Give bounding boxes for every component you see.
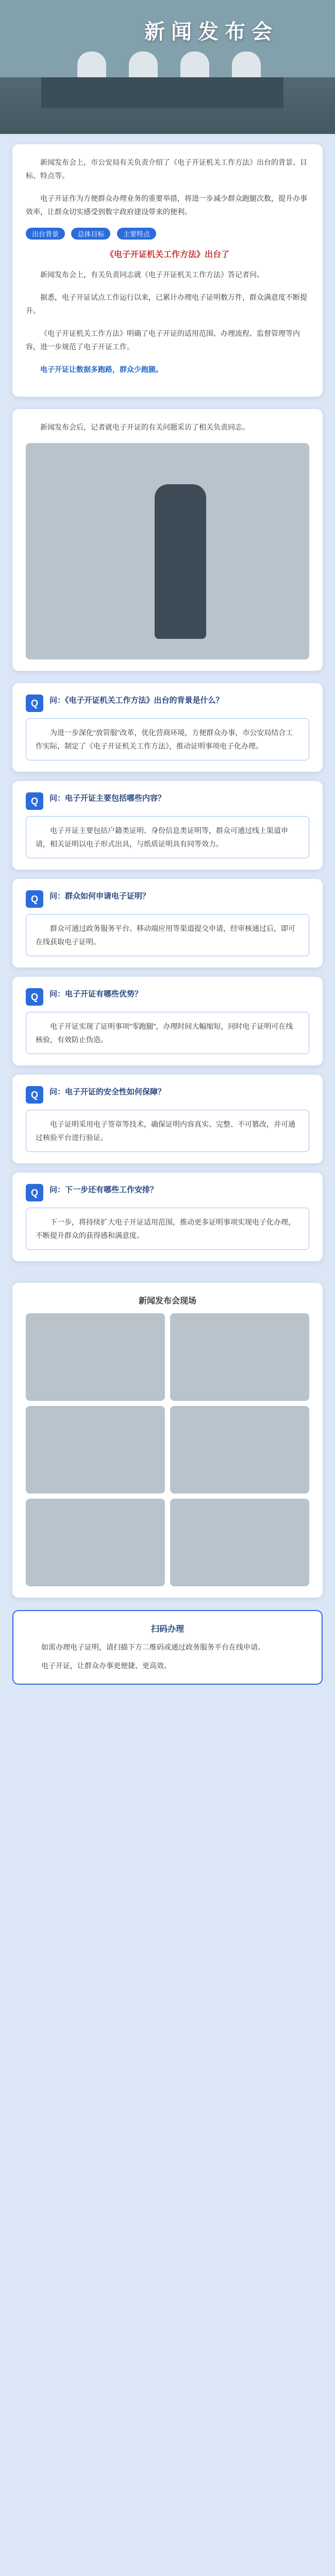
hero-photo — [0, 0, 335, 134]
question-text: 问：群众如何申请电子证明？ — [49, 892, 150, 901]
footer-p1: 如需办理电子证明，请扫描下方二维码或通过政务服务平台在线申请。 — [41, 1643, 265, 1651]
photo-5 — [26, 1499, 165, 1586]
question-text: 问：《电子开证机关工作方法》出台的背景是什么？ — [49, 696, 224, 705]
question-text: 问：电子开证的安全性如何保障？ — [49, 1088, 166, 1096]
mid-card — [12, 409, 323, 671]
answer-box — [26, 816, 309, 858]
photo-2 — [170, 1313, 309, 1401]
question-badge: Q — [26, 694, 43, 712]
intro-card — [12, 144, 323, 397]
footer-card — [12, 1610, 323, 1685]
qa-card — [12, 879, 323, 968]
intro-quote: 《电子开证机关工作方法》出台了 — [105, 250, 229, 259]
question-badge: Q — [26, 1086, 43, 1104]
mid-p1: 新闻发布会后，记者就电子开证的有关问题采访了相关负责同志。 — [40, 423, 249, 431]
intro-p2: 电子开证作为方便群众办理业务的重要举措，将进一步减少群众跑腿次数，提升办事效率，让群众切实感受到数字政府建设带来的便利。 — [26, 194, 307, 216]
intro-highlight: 电子开证让数据多跑路，群众少跑腿。 — [40, 365, 163, 374]
answer-text: 为进一步深化“放管服”改革，优化营商环境，方便群众办事，市公安局结合工作实际，制定了《电子开证机关工作方法》，推动证明事项电子化办理。 — [36, 728, 293, 750]
intro-p4: 据悉，电子开证试点工作运行以来，已累计办理电子证明数万件，群众满意度不断提升。 — [26, 293, 307, 315]
qa-card — [12, 977, 323, 1065]
photos-caption: 新闻发布会现场 — [138, 1297, 196, 1306]
answer-box — [26, 718, 309, 760]
intro-p1: 新闻发布会上，市公安局有关负责介绍了《电子开证机关工作方法》出台的背景、目标、特点等。 — [26, 158, 307, 180]
question-badge: Q — [26, 988, 43, 1006]
tag-goal: 总体目标 — [71, 228, 110, 240]
speaker-photo — [26, 443, 309, 659]
qa-card — [12, 683, 323, 772]
answer-box — [26, 914, 309, 956]
answer-box — [26, 1012, 309, 1054]
answer-box — [26, 1110, 309, 1152]
tag-feature: 主要特点 — [117, 228, 156, 240]
question-text: 问：电子开证有哪些优势？ — [49, 990, 143, 998]
hero-banner: 新闻发布会 — [144, 21, 278, 43]
footer-title: 扫码办理 — [150, 1625, 184, 1634]
footer-p2: 电子开证，让群众办事更便捷、更高效。 — [41, 1662, 171, 1670]
qa-card — [12, 1075, 323, 1163]
photo-1 — [26, 1313, 165, 1401]
qa-card — [12, 1173, 323, 1261]
answer-text: 电子开证主要包括户籍类证明、身份信息类证明等，群众可通过线上渠道申请，相关证明以电子形式出具，与纸质证明具有同等效力。 — [36, 826, 288, 848]
intro-p5: 《电子开证机关工作方法》明确了电子开证的适用范围、办理流程、监督管理等内容，进一步规范了电子开证工作。 — [26, 329, 300, 351]
photo-3 — [26, 1406, 165, 1494]
question-badge: Q — [26, 792, 43, 810]
answer-text: 群众可通过政务服务平台、移动端应用等渠道提交申请，经审核通过后，即可在线获取电子证明。 — [36, 924, 295, 946]
qa-card — [12, 781, 323, 870]
intro-p3: 新闻发布会上，有关负责同志就《电子开证机关工作方法》答记者问。 — [40, 270, 264, 279]
photo-4 — [170, 1406, 309, 1494]
question-text: 问：电子开证主要包括哪些内容？ — [49, 794, 166, 803]
question-badge: Q — [26, 890, 43, 908]
question-text: 问：下一步还有哪些工作安排？ — [49, 1185, 158, 1194]
answer-text: 电子证明采用电子签章等技术，确保证明内容真实、完整、不可篡改，并可通过核验平台进行验证。 — [36, 1120, 295, 1142]
question-badge: Q — [26, 1184, 43, 1201]
answer-text: 下一步，将持续扩大电子开证适用范围，推动更多证明事项实现电子化办理，不断提升群众的获得感和满意度。 — [36, 1218, 295, 1240]
tag-background: 出台背景 — [26, 228, 65, 240]
answer-box — [26, 1208, 309, 1250]
photos-card — [12, 1283, 323, 1598]
answer-text: 电子开证实现了证明事项“零跑腿”，办理时间大幅缩短，同时电子证明可在线核验，有效防止伪造。 — [36, 1022, 293, 1044]
photo-6 — [170, 1499, 309, 1586]
